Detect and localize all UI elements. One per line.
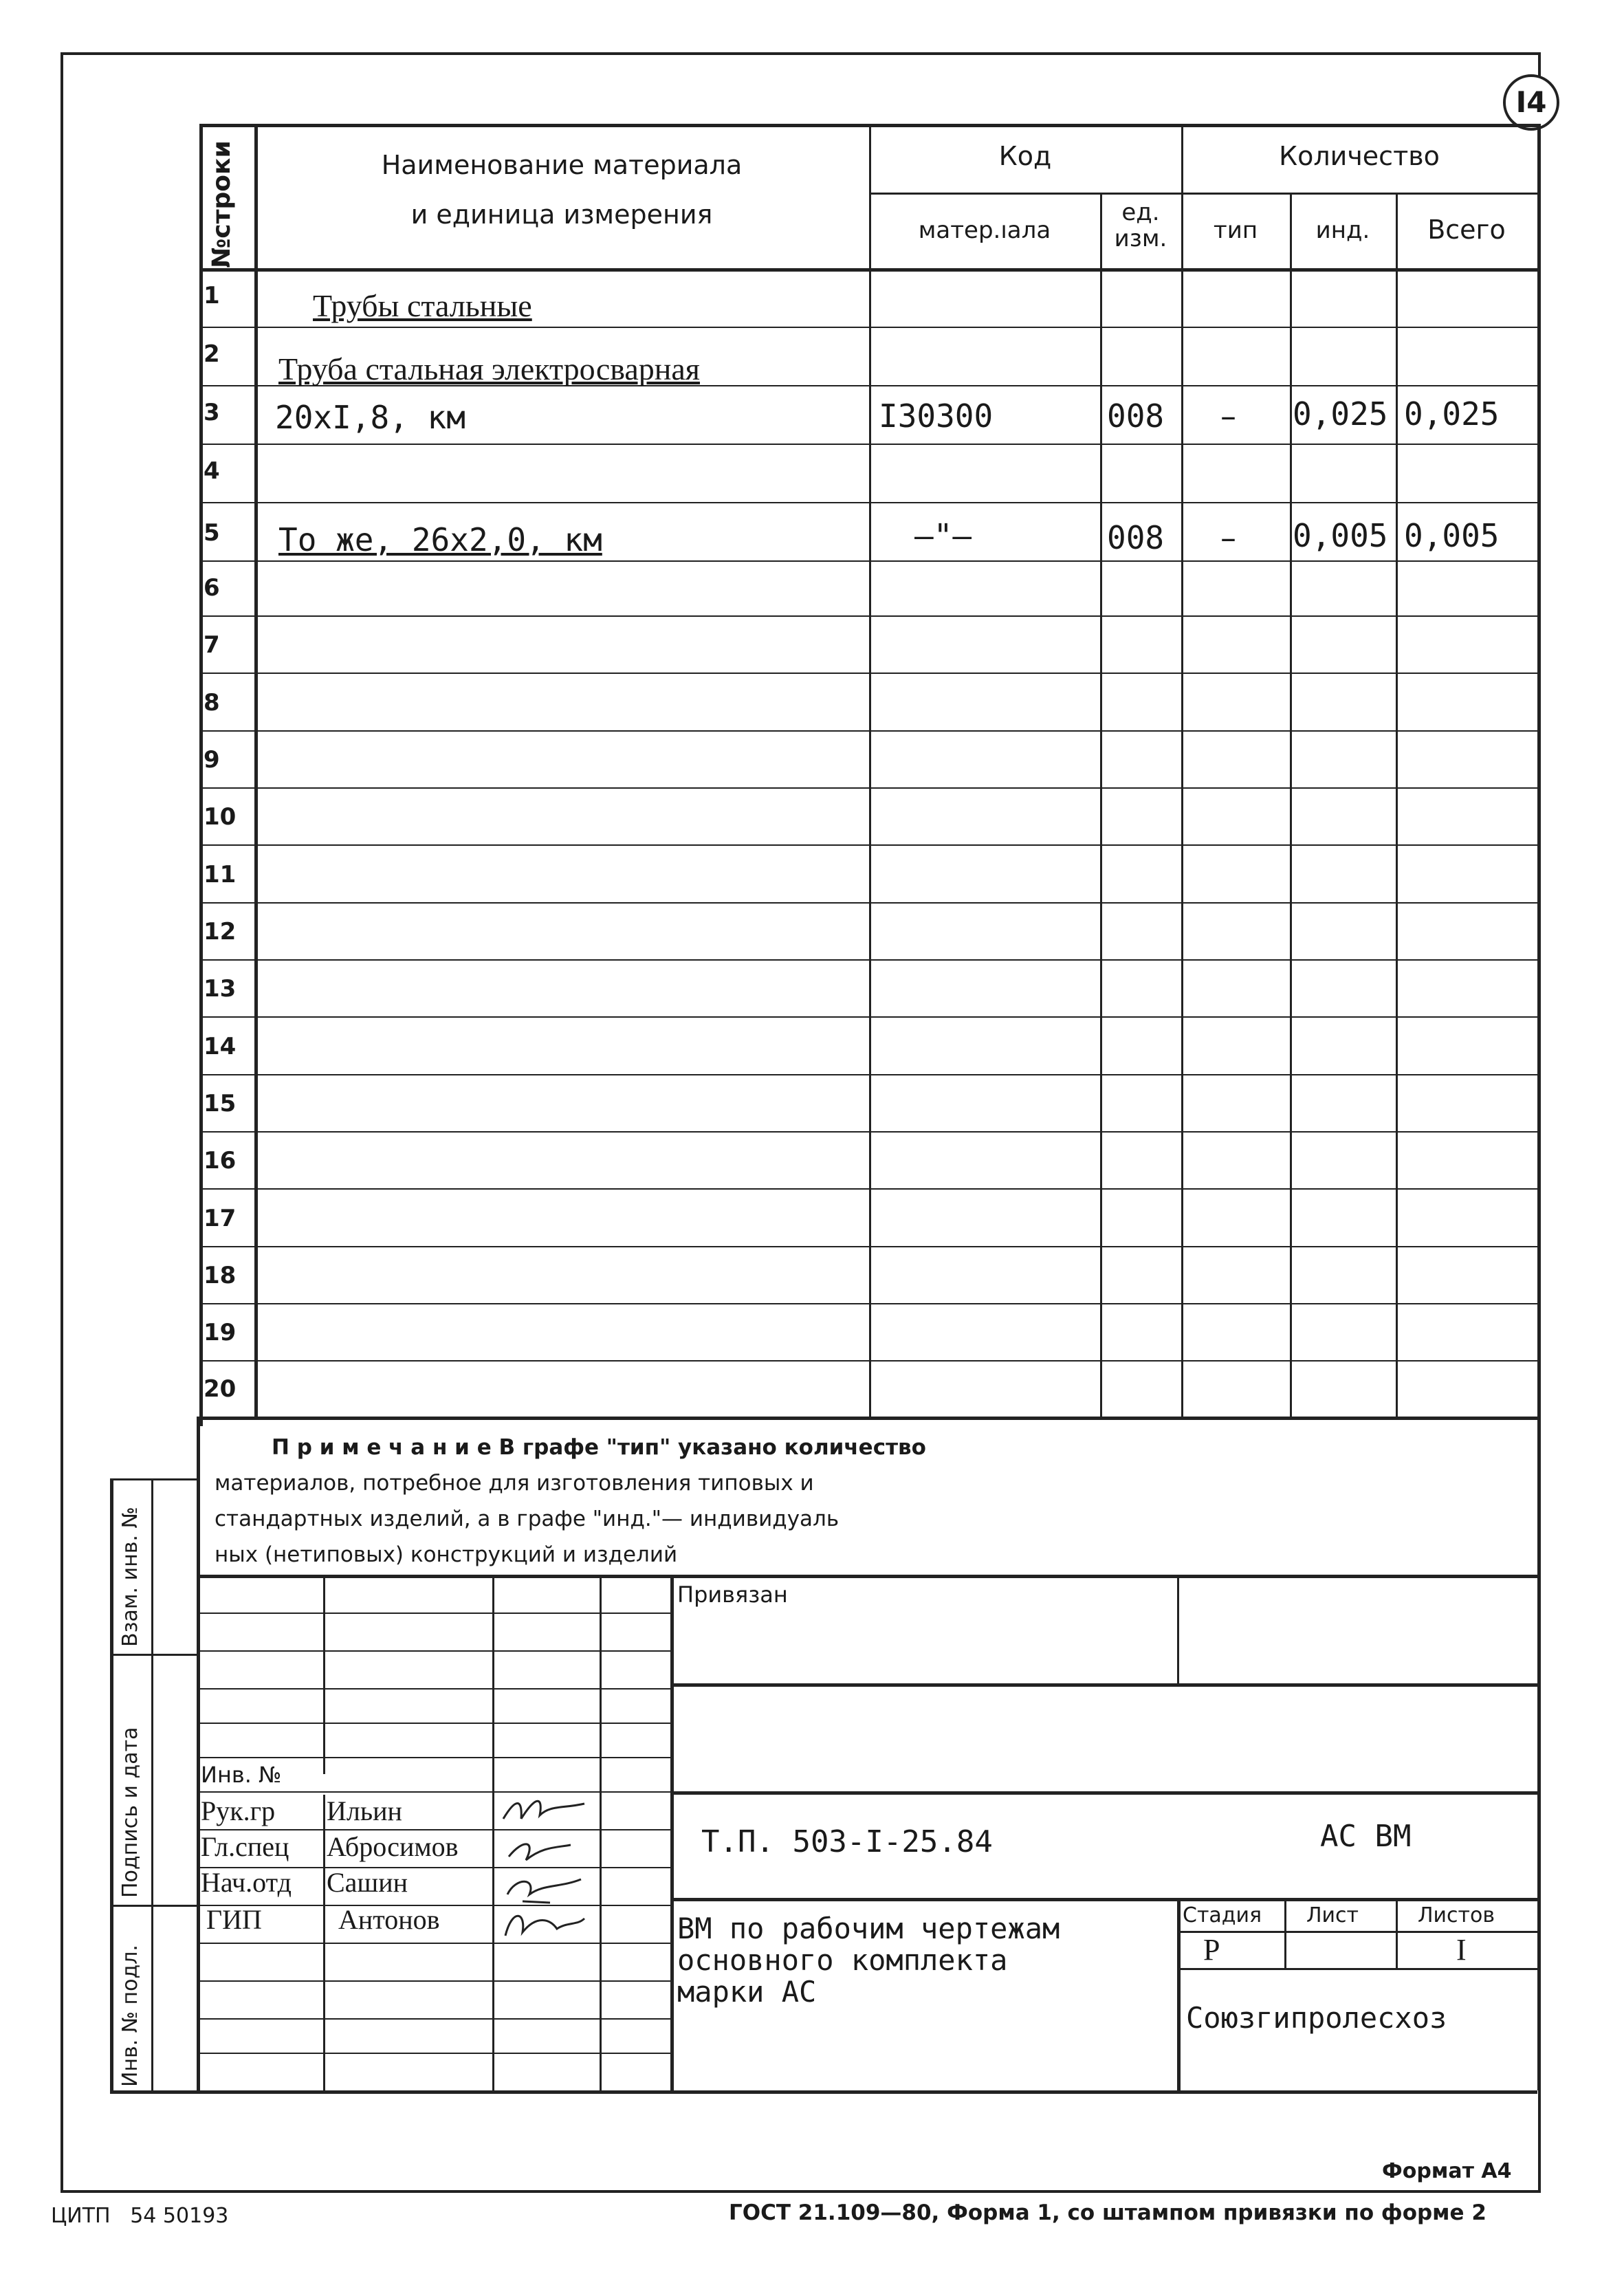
page-number-badge (1503, 74, 1559, 131)
stage-label: Стадия (1183, 1903, 1262, 1927)
row2-name: Труба стальная электросварная (278, 351, 700, 386)
sheets-label: Листов (1418, 1903, 1495, 1927)
role-ruk-gr: Рук.гр (201, 1795, 276, 1826)
ind-header: инд. (1315, 217, 1370, 244)
row-number: 8 (204, 689, 220, 717)
row-number-header: №строки (208, 140, 236, 268)
doc-code: Т.П. 503-I-25.84 (701, 1824, 993, 1859)
footer-gost: ГОСТ 21.109—80, Форма 1, со штампом привязки по форме 2 (729, 2200, 1486, 2225)
side-label-podpis: Подпись и дата (118, 1727, 142, 1898)
row-number: 3 (204, 399, 220, 426)
name-header-line1: Наименование материала (381, 150, 743, 180)
row-number: 10 (204, 803, 237, 831)
material-header: матер.ıала (918, 217, 1051, 244)
row5-ind: 0,005 (1293, 517, 1388, 554)
signature (503, 1801, 584, 1819)
role-gip: ГИП (206, 1904, 262, 1935)
name-sashin: Сашин (327, 1867, 408, 1898)
footer-left: ЦИТП 54 50193 (51, 2204, 229, 2228)
doc-mark: АС ВМ (1320, 1819, 1412, 1854)
name-abrosimov: Абросимов (327, 1831, 459, 1862)
row3-name: 20хI,8, км (275, 399, 465, 436)
side-label-inv-podl: Инв. № подл. (118, 1945, 142, 2087)
row-number: 9 (204, 746, 220, 774)
total-header: Всего (1427, 215, 1506, 245)
row-number: 4 (204, 457, 220, 485)
row-number: 2 (204, 340, 220, 368)
row-number: 1 (204, 282, 220, 309)
row-number: 6 (204, 574, 220, 602)
row-number: 18 (204, 1262, 237, 1289)
unit-header: ед. изм. (1114, 199, 1167, 252)
row3-ind: 0,025 (1293, 395, 1388, 433)
row5-unit: 008 (1107, 519, 1165, 556)
title-line1: ВМ по рабочим чертежам (677, 1912, 1060, 1945)
row-number: 11 (204, 861, 237, 888)
row3-total: 0,025 (1404, 395, 1500, 433)
row3-type: – (1220, 397, 1236, 435)
format-label: Формат А4 (1382, 2159, 1512, 2183)
signatures (495, 1791, 598, 1943)
name-header-line2: и единица измерения (410, 199, 713, 230)
row-number: 17 (204, 1205, 237, 1232)
stage-value: Р (1203, 1933, 1220, 1967)
organization: Союзгипролесхоз (1186, 2001, 1447, 2035)
title-line2: основного комплекта (677, 1943, 1008, 1977)
signature (507, 1879, 581, 1903)
row-number: 16 (204, 1147, 237, 1174)
signature (509, 1844, 571, 1860)
inv-no-label: Инв. № (201, 1762, 282, 1788)
privyazan-label: Привязан (677, 1582, 788, 1608)
row-number: 15 (204, 1090, 237, 1117)
name-ilin: Ильин (327, 1795, 402, 1826)
note-line: стандартных изделий, а в графе "инд."— индивидуаль (215, 1507, 840, 1531)
row5-name: То же, 26х2,0, км (278, 521, 602, 558)
note-line: П р и м е ч а н и е В графе "тип" указано количество (272, 1435, 926, 1460)
note-line: материалов, потребное для изготовления типовых и (215, 1471, 814, 1496)
row5-type: – (1220, 519, 1236, 556)
row-number: 20 (204, 1375, 237, 1403)
code-header: Код (998, 141, 1052, 171)
row-number: 14 (204, 1033, 237, 1060)
role-nach-otd: Нач.отд (201, 1867, 292, 1898)
row-number: 5 (204, 519, 220, 547)
quantity-header: Количество (1279, 141, 1440, 171)
row5-material: –"– (914, 517, 972, 554)
sheet-label: Лист (1306, 1903, 1359, 1927)
side-label-vzam: Взам. инв. № (118, 1507, 142, 1647)
row3-material: I30300 (879, 397, 994, 435)
title-line3: марки АС (677, 1975, 817, 2009)
name-antonov: Антонов (338, 1904, 440, 1935)
row-number: 13 (204, 975, 237, 1003)
row-number: 12 (204, 918, 237, 945)
row-number: 7 (204, 631, 220, 659)
page-number: I4 (1515, 85, 1547, 119)
row-number: 19 (204, 1319, 237, 1346)
signature (505, 1916, 584, 1936)
role-gl-spec: Гл.спец (201, 1831, 289, 1862)
sheets-value: I (1456, 1933, 1467, 1967)
type-header: тип (1213, 217, 1258, 244)
note-line: ных (нетиповых) конструкций и изделий (215, 1542, 678, 1567)
row5-total: 0,005 (1404, 517, 1500, 554)
row1-name: Трубы стальные (313, 288, 532, 323)
row3-unit: 008 (1107, 397, 1165, 435)
